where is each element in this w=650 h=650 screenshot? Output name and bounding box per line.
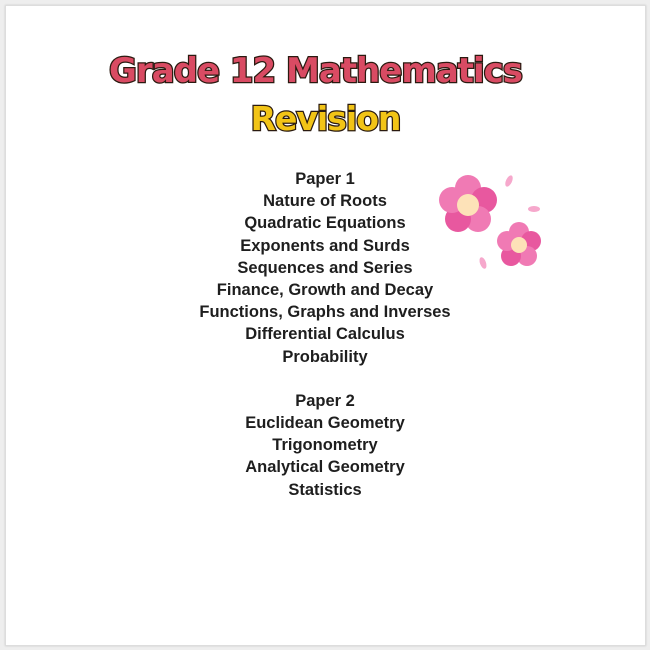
title-line-1: Grade 12 Mathematics: [109, 51, 522, 91]
title-line-2: Revision: [250, 99, 401, 138]
paper1-heading: Paper 1: [295, 170, 355, 188]
section-gap: [0, 368, 650, 390]
paper2-topic: Trigonometry: [272, 436, 378, 455]
petal-icon: [504, 174, 515, 187]
large-flower-icon: [439, 175, 497, 232]
paper1-topic: Functions, Graphs and Inverses: [199, 303, 451, 322]
topics-list: [0, 168, 650, 501]
paper2-heading: Paper 2: [295, 391, 355, 410]
paper1-topic: Probability: [282, 347, 368, 366]
paper1-topic: Finance, Growth and Decay: [216, 280, 434, 299]
small-flower-icon: [497, 222, 541, 266]
petal-icon: [478, 256, 488, 269]
paper1-topic: Sequences and Series: [237, 258, 413, 277]
paper1-topic: Differential Calculus: [245, 325, 405, 344]
paper2-topic: Statistics: [288, 480, 362, 499]
paper2-topic: Euclidean Geometry: [245, 414, 405, 433]
pink-flowers-icon: [430, 168, 550, 278]
paper1-topic: Quadratic Equations: [244, 214, 406, 233]
paper1-topic: Nature of Roots: [263, 192, 387, 211]
petal-icon: [528, 206, 540, 212]
paper1-topic: Exponents and Surds: [240, 236, 410, 255]
paper2-topic: Analytical Geometry: [245, 458, 405, 477]
